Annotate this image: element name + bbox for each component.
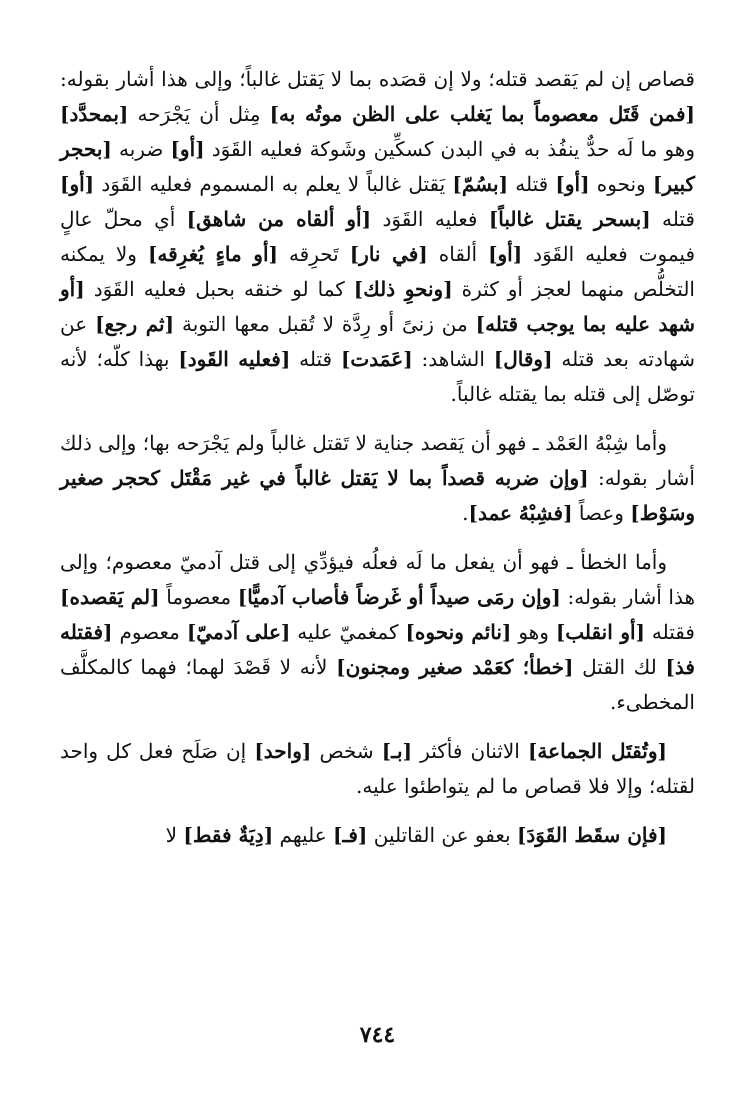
sharh-text: كمغميّ عليه xyxy=(290,620,406,644)
matn-text: [لم يَقصده] xyxy=(60,585,160,609)
sharh-text: معصوم xyxy=(112,620,187,644)
matn-text: [وتُقتَل الجماعة] xyxy=(527,739,667,763)
sharh-text: لأنه لا قَصْدَ لهما؛ فهما كالمكلَّف المخطىء. xyxy=(60,655,695,714)
matn-text: [عَمَدت] xyxy=(340,347,413,371)
sharh-text: معصوماً xyxy=(159,585,238,609)
sharh-text: وعصاً xyxy=(572,501,631,525)
matn-text: [بسحر يقتل غالباً] xyxy=(488,207,651,231)
matn-text: [أو] xyxy=(488,242,523,266)
sharh-text: قتله xyxy=(650,207,695,231)
sharh-text: بعفو عن القاتلين xyxy=(367,823,517,847)
matn-text: [دِيَةٌ فقط] xyxy=(183,823,274,847)
matn-text: [فإن سقَط القَوَدَ] xyxy=(516,823,667,847)
matn-text: [فمن قَتَل معصوماً بما يَغلب على الظن موتُه به] xyxy=(269,102,695,126)
matn-text: [فعليه القَود] xyxy=(178,347,291,371)
sharh-text: من زنىً أو رِدَّة لا تُقبل معها التوبة xyxy=(174,312,476,336)
matn-text: [واحد] xyxy=(254,739,312,763)
sharh-text: شخص xyxy=(311,739,382,763)
matn-text: [أو] xyxy=(555,172,590,196)
matn-text: [في نار] xyxy=(349,242,428,266)
sharh-text: وهو xyxy=(511,620,556,644)
paragraph-jamaa xyxy=(60,734,695,804)
paragraph-khata xyxy=(60,545,695,720)
sharh-text: كما لو خنقه بحبل فعليه القَوَد xyxy=(84,277,354,301)
matn-text: [فشِبْهُ عمد] xyxy=(468,501,573,525)
matn-text: [ونحوِ ذلك] xyxy=(353,277,453,301)
matn-text: [أو] xyxy=(170,137,205,161)
sharh-text: ولا يمكنه التخلُّص منهما لعجز أو كثرة xyxy=(60,242,695,301)
paragraph-qisas xyxy=(60,62,695,412)
sharh-text: بهذا كلّه؛ لأنه توصّل إلى قتله بما يقتله غالباً. xyxy=(60,347,695,406)
sharh-text: وأما الخطأ ـ فهو أن يفعل ما لَه فعلُه فيؤدِّي إلى قتل آدميّ معصوم؛ وإلى هذا أشار بقوله: xyxy=(60,550,696,609)
sharh-text: قصاص إن لم يَقصد قتله؛ ولا إن قصَده بما لا يَقتل غالباً؛ وإلى هذا أشار بقوله: xyxy=(60,67,695,91)
page-body xyxy=(60,62,695,867)
sharh-text: لا xyxy=(165,823,184,847)
paragraph-shibh-al-amd xyxy=(60,426,695,531)
sharh-text: أي محلّ عالٍ فيموت فعليه القَوَد xyxy=(60,207,696,266)
sharh-text: عليهم xyxy=(273,823,334,847)
matn-text: [وإن رمَى صيداً أو غَرضاً فأصاب آدميًّا] xyxy=(237,585,561,609)
sharh-text: عن شهادته بعد قتله xyxy=(60,312,696,371)
matn-text: [خطأ؛ كعَمْد صغير ومجنون] xyxy=(336,655,574,679)
sharh-text: لك القتل xyxy=(573,655,666,679)
sharh-text: فعليه القَوَد xyxy=(371,207,489,231)
matn-text: [بمحدَّد] xyxy=(60,102,129,126)
sharh-text: ضربه xyxy=(111,137,171,161)
matn-text: [أو] xyxy=(60,172,95,196)
page-number: ٧٤٤ xyxy=(359,1022,396,1048)
sharh-text: قتله xyxy=(508,172,556,196)
sharh-text: مِثل أن يَجْرَحه xyxy=(128,102,270,126)
paragraph-saqata xyxy=(60,818,695,853)
matn-text: [أو ألقاه من شاهق] xyxy=(186,207,372,231)
matn-text: [وإن ضربه قصداً بما لا يَقتل غالباً في غير مَقْتَل كحجر صغير وسَوْط] xyxy=(60,466,695,525)
matn-text: [نائم ونحوه] xyxy=(405,620,512,644)
sharh-text: تَحرِقه xyxy=(277,242,350,266)
matn-text: [أو شهد عليه بما يوجب قتله] xyxy=(60,277,696,336)
matn-text: [بـ] xyxy=(381,739,413,763)
matn-text: [بحجر كبير] xyxy=(60,137,696,196)
sharh-text: ألقاه xyxy=(427,242,489,266)
sharh-text: قتله xyxy=(290,347,341,371)
matn-text: [على آدميّ] xyxy=(186,620,291,644)
matn-text: [ثم رجع] xyxy=(95,312,175,336)
sharh-text: . xyxy=(462,501,469,525)
matn-text: [أو ماءٍ يُغرِقه] xyxy=(147,242,278,266)
sharh-text: إن صَلَح فعل كل واحد لقتله؛ وإلا فلا قصاص ما لم يتواطئوا عليه. xyxy=(60,739,695,798)
sharh-text: يَقتل غالباً لا يعلم به المسموم فعليه القَوَد xyxy=(94,172,453,196)
matn-text: [بسُمّ] xyxy=(452,172,509,196)
matn-text: [وقال] xyxy=(493,347,553,371)
sharh-text: ونحوه xyxy=(589,172,653,196)
sharh-text: الشاهد: xyxy=(412,347,494,371)
sharh-text: وأما شِبْهُ العَمْد ـ فهو أن يَقصد جناية لا تَقتل غالباً ولم يَجْرَحه بها؛ وإلى ذلك أشار بقوله: xyxy=(60,431,695,490)
sharh-text: فقتله xyxy=(645,620,695,644)
matn-text: [أو انقلب] xyxy=(555,620,645,644)
sharh-text: وهو ما لَه حدٌّ ينفُذ به في البدن كسكِّين وشَوكة فعليه القَوَد xyxy=(204,137,695,161)
matn-text: [فقتله فذ] xyxy=(60,620,695,679)
sharh-text: الاثنان فأكثر xyxy=(412,739,528,763)
matn-text: [فـ] xyxy=(333,823,368,847)
